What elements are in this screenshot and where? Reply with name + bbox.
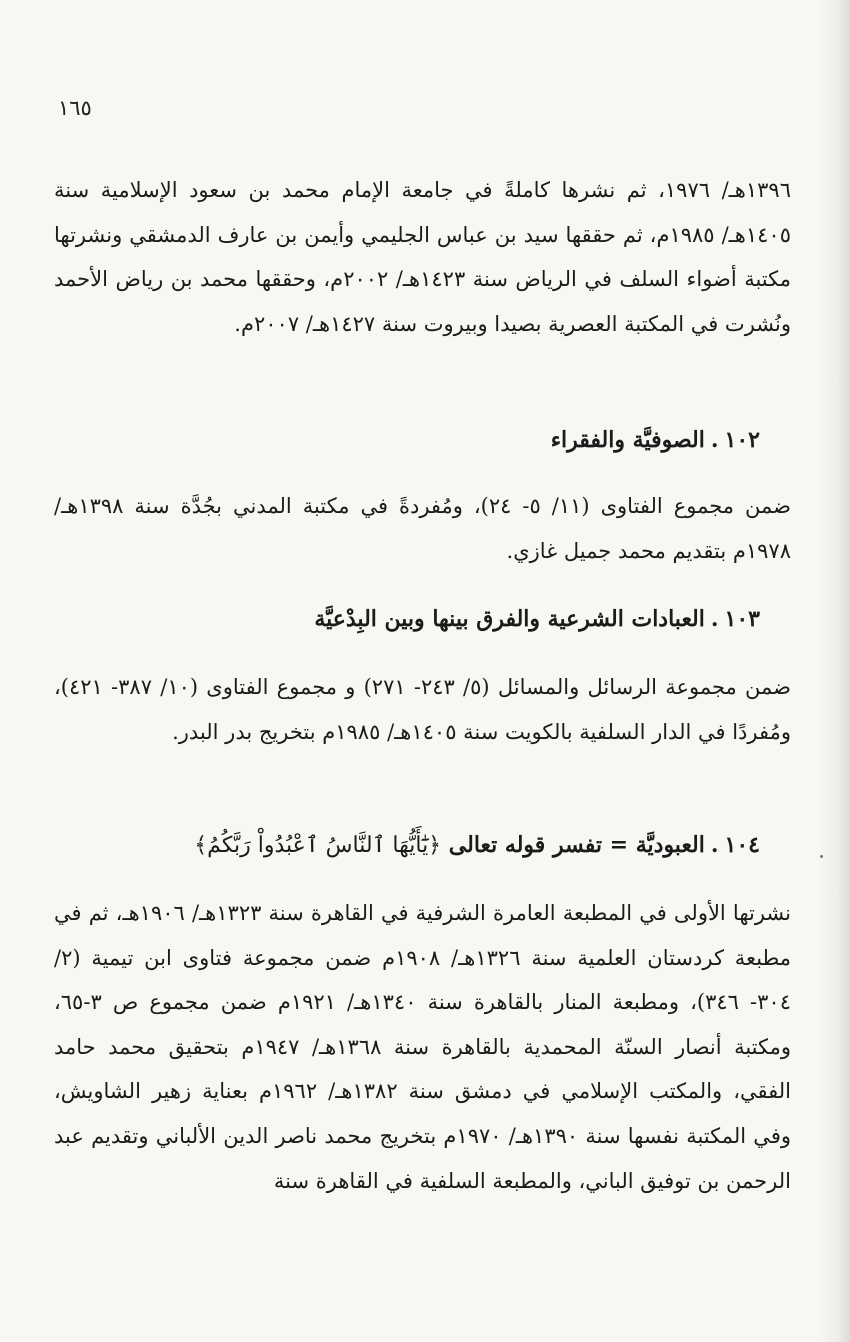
entry-title: الصوفيَّة والفقراء — [550, 427, 705, 453]
entry-heading-103 — [54, 597, 760, 641]
entry-number: ١٠٣ — [724, 606, 760, 632]
entry-number: ١٠٤ — [724, 832, 760, 858]
entry-heading-102 — [54, 418, 760, 462]
entry-title: العبادات الشرعية والفرق بينها وبين البِدْعيَّة — [314, 606, 705, 632]
entry-title: العبوديَّة = تفسر قوله تعالى — [448, 832, 705, 858]
entry-103-body: ضمن مجموعة الرسائل والمسائل (٥/ ٢٤٣- ٢٧١) و مجموع الفتاوى (١٠/ ٣٨٧- ٤٢١)، ومُفردًا في الدار السلفية بالكويت سنة ١٤٠٥هـ/ ١٩٨٥م بتخريج بدر البدر. — [54, 675, 791, 744]
page-number: ١٦٥ — [58, 96, 92, 120]
paragraph-continuation: ١٣٩٦هـ/ ١٩٧٦، ثم نشرها كاملةً في جامعة الإمام محمد بن سعود الإسلامية سنة ١٤٠٥هـ/ ١٩٨٥م، ثم حققها سيد بن عباس الجليمي وأيمن بن عارف الدمشقي ونشرتها مكتبة أضواء السلف في الرياض سنة ١٤٢٣هـ/ ٢٠٠٢م، وحققها محمد بن رياض الأحمد ونُشرت في المكتبة العصرية بصيدا وبيروت سنة ١٤٢٧هـ/ ٢٠٠٧م. — [54, 178, 791, 336]
entry-heading-104 — [54, 823, 760, 868]
entry-number: ١٠٢ — [724, 427, 760, 453]
separator-dot: . — [710, 606, 719, 632]
margin-speck — [820, 855, 823, 858]
quran-verse: ﴿يَٰٓأَيُّهَا ٱلنَّاسُ ٱعْبُدُواْ رَبَّكُمُ﴾ — [194, 833, 442, 858]
separator-dot: . — [710, 832, 719, 858]
entry-104-body: نشرتها الأولى في المطبعة العامرة الشرفية في القاهرة سنة ١٣٢٣هـ/ ١٩٠٦هـ، ثم في مطبعة كردستان العلمية سنة ١٣٢٦هـ/ ١٩٠٨م ضمن مجموعة فتاوى ابن تيمية (٢/ ٣٠٤- ٣٤٦)، ومطبعة المنار بالقاهرة سنة ١٣٤٠هـ/ ١٩٢١م ضمن مجموع ص ٣-٦٥، ومكتبة أنصار السنّة المحمدية بالقاهرة سنة ١٣٦٨هـ/ ١٩٤٧م بتحقيق محمد حامد الفقي، والمكتب الإسلامي في دمشق سنة ١٣٨٢هـ/ ١٩٦٢م بعناية زهير الشاويش، وفي المكتبة نفسها سنة ١٣٩٠هـ/ ١٩٧٠م بتخريج محمد ناصر الدين الألباني وتقديم عبد الرحمن بن توفيق الباني، والمطبعة السلفية في القاهرة سنة — [54, 901, 792, 1193]
separator-dot: . — [710, 427, 719, 453]
entry-102-body: ضمن مجموع الفتاوى (١١/ ٥- ٢٤)، ومُفردةً في مكتبة المدني بجُدَّة سنة ١٣٩٨هـ/ ١٩٧٨م بتقديم محمد جميل غازي. — [54, 494, 791, 563]
